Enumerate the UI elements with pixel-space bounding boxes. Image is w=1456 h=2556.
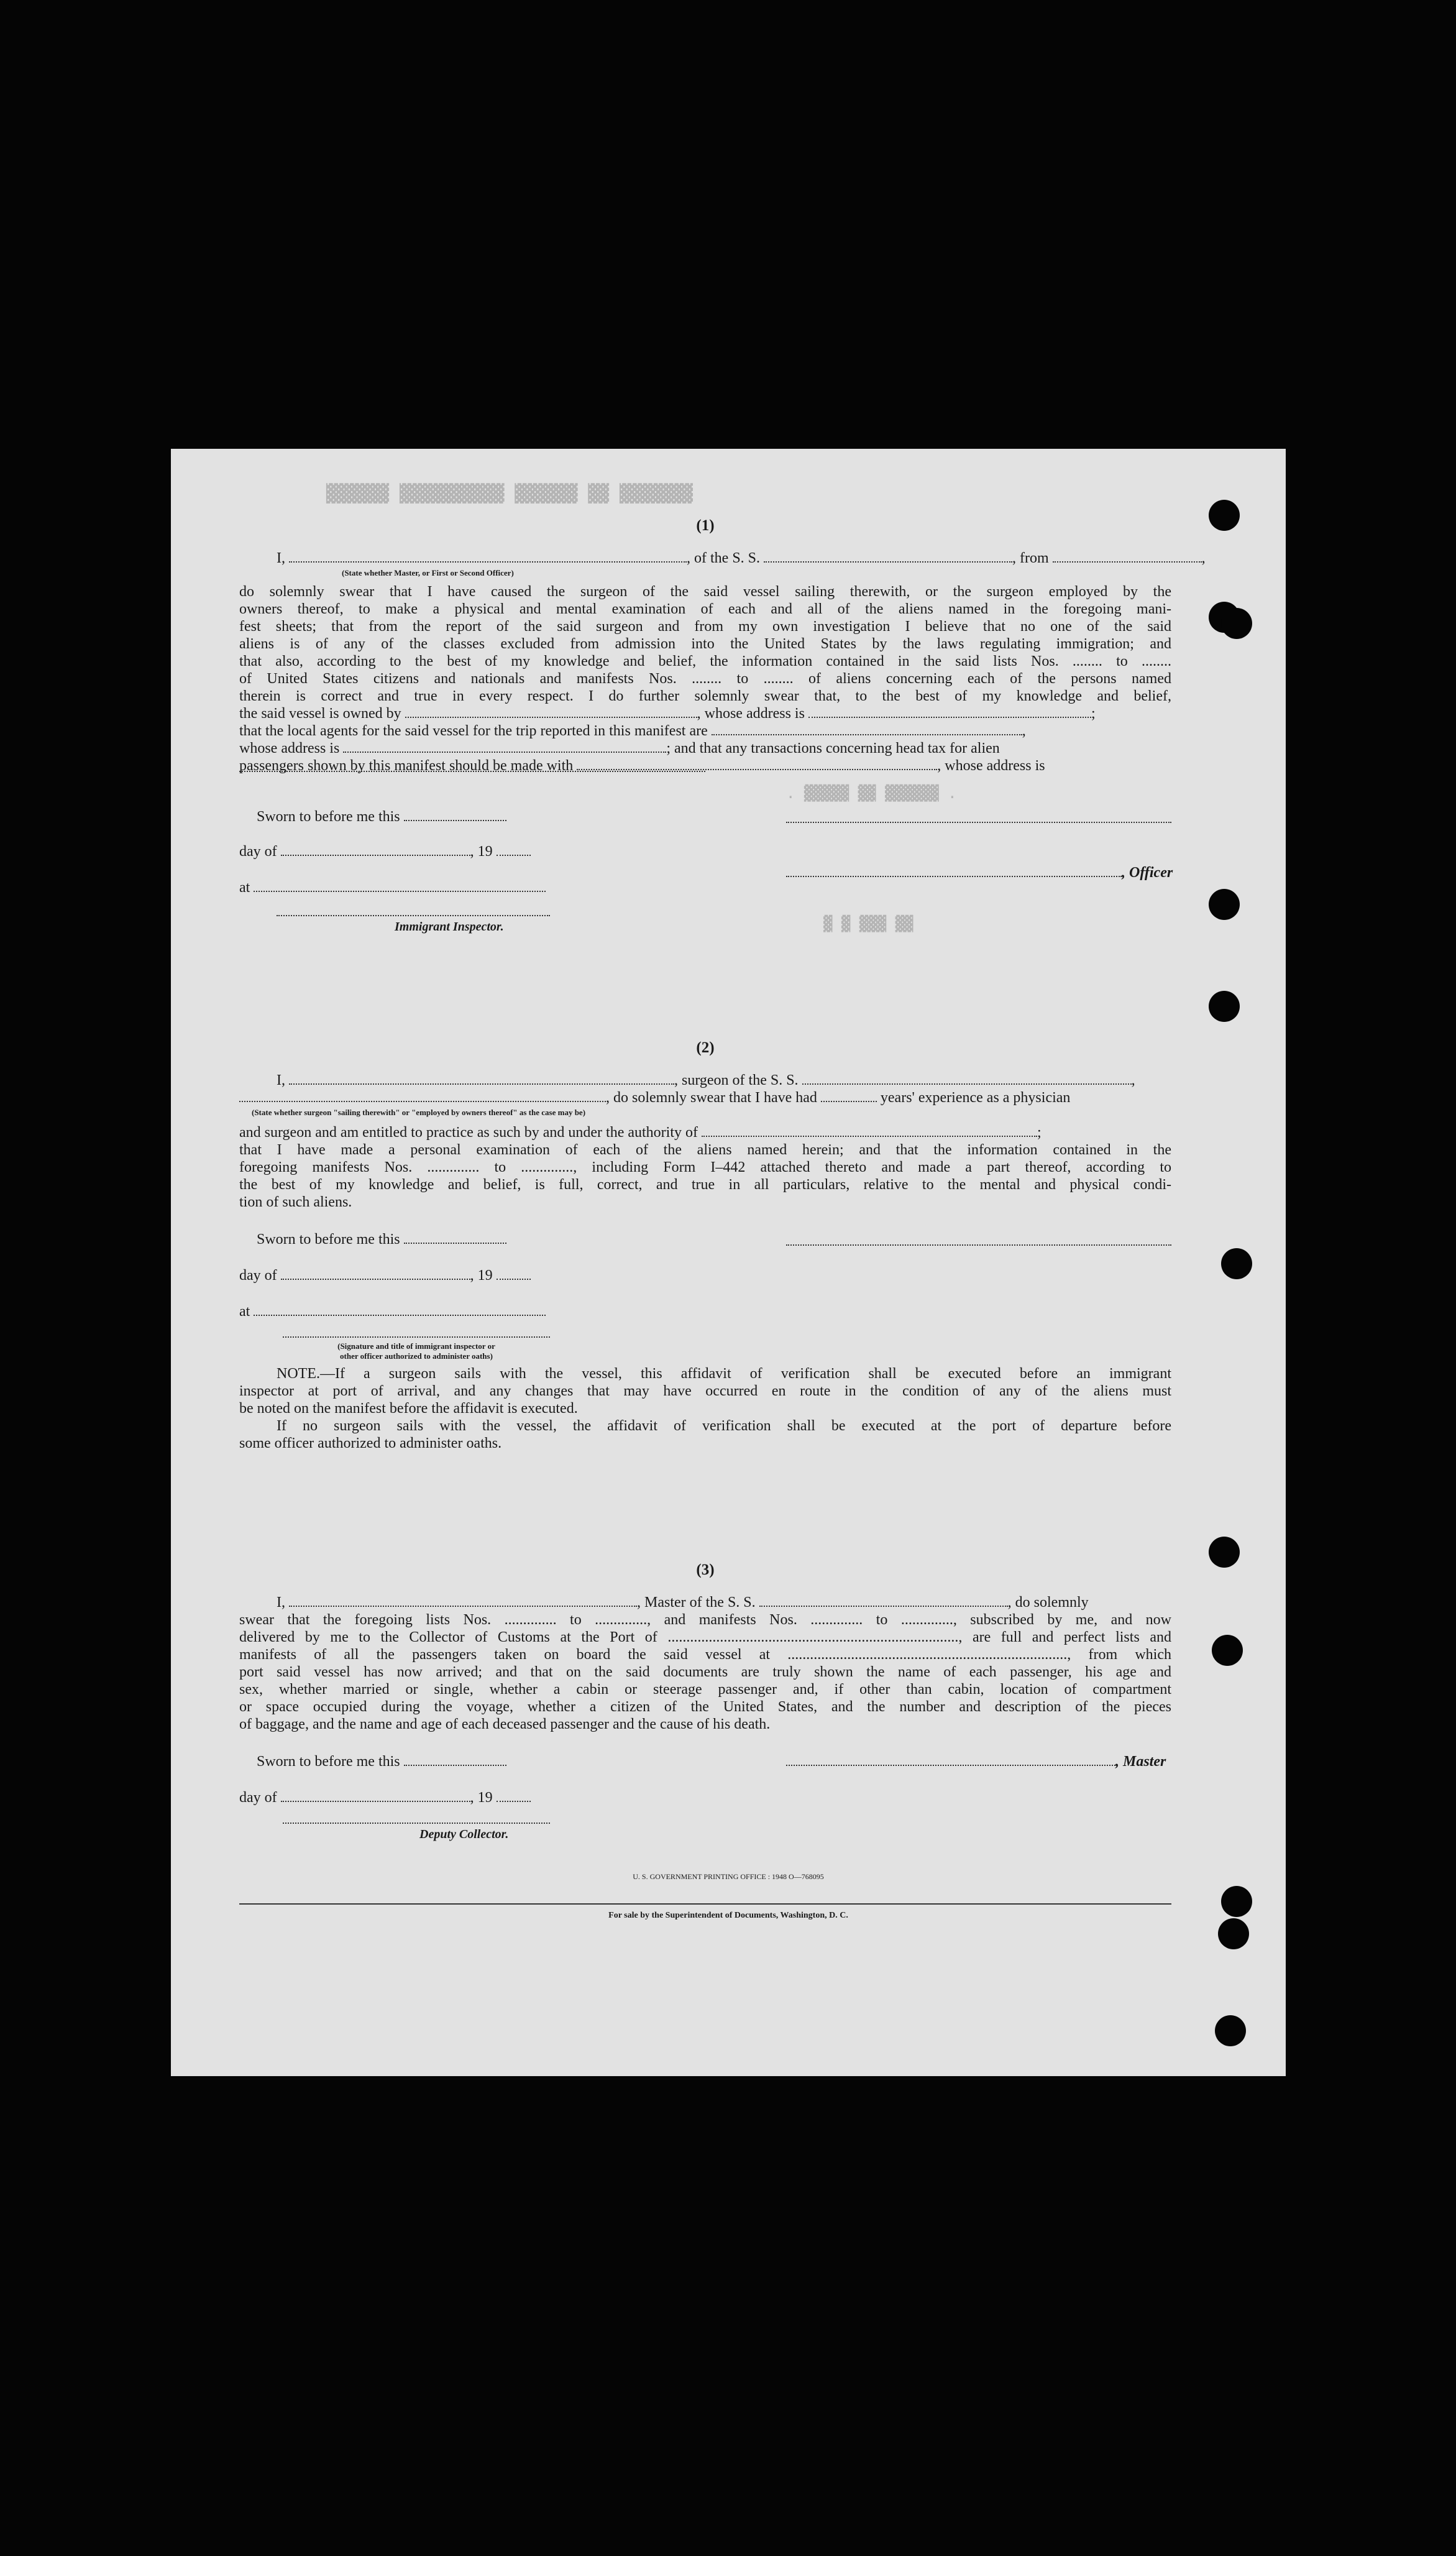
collector-caption: Deputy Collector. <box>419 1827 509 1841</box>
section-master-delivery-oath: (3) I, , Master of the S. S. , do solemnly swear that the foregoing lists Nos. .............. to .............., and manifests Nos. .............. to .............., subscribed by me, and now delivered by me to the Collector of Customs at the Port of .............................................................................., are full and perfect lists and manifests of all the passengers taken on board the said vessel at ..........................................................................., from which port said vessel has now arrived; and that on the said documents are truly shown the name of each passenger, his age and sex, whether married or single, whether a cabin or steerage passenger and, if other than cabin, location of compartment or space occupied during the voyage, whether a citizen of the United States, and the number and description of the pieces of baggage, and the name and age of each deceased passenger and the cause of his death. Sworn to before me this , Master day of , 19 Deputy Collector. <box>239 1561 1171 1841</box>
agents-blank[interactable] <box>712 723 1022 735</box>
month-blank[interactable] <box>281 844 470 856</box>
sworn-line: Sworn to before me this <box>239 808 612 825</box>
section-number: (2) <box>696 1039 715 1056</box>
year-blank[interactable] <box>497 844 531 856</box>
manifest-form-page <box>171 449 1286 2076</box>
port-from-blank[interactable] <box>1053 550 1202 563</box>
punch-hole <box>1209 1537 1240 1568</box>
owned-by-line: the said vessel is owned by , whose address is ; <box>239 706 1096 722</box>
place-blank[interactable] <box>254 880 546 892</box>
month-blank[interactable] <box>281 1267 470 1280</box>
authority-line: and surgeon and am entitled to practice as such by and under the authority of ; <box>239 1124 1042 1141</box>
sworn-date-blank[interactable] <box>404 1231 506 1244</box>
officer-signature-blank[interactable] <box>786 865 1122 877</box>
day-of-line: day of , 19 <box>239 1789 612 1806</box>
section-master-oath: (1) I, , of the S. S. , from , (State whether Master, or First or Second Officer) do solemnly swear that I have caused the surgeon of the said vessel sailing therewith, or the surgeon employed by the owners thereof, to make a physical and mental examination of each and all of the aliens named in the foregoing mani- fest sheets; that from the report of the said surgeon and from my own investigation I believe that no one of the said aliens is of any of the classes excluded from admission into the United States by the laws regulating immigration; and that also, according to the best of my knowledge and belief, the information contained in the said lists Nos. ........ to ........ of United States citizens and nationals and manifests Nos. ........ to ........ of aliens concerning each of the persons named therein is correct and true in every respect. I do further solemnly swear that, to the best of my knowledge and belief, the said vessel is owned by , whose address is ; that the local agents for the said vessel for the trip reported in this manifest are , whose address is ; and that any transactions concerning head tax for alien passengers shown by this manifest should be made with , whose address is Sworn to before me this day of , 19 , Officer at Immigrant Inspector. . ▓▓▓▓▓ ▓▓ ▓▓▓▓▓▓ . ▓ ▓ ▓▓▓ ▓▓ <box>239 517 1206 934</box>
surgeon-line-1: I, , surgeon of the S. S. , <box>277 1072 1135 1088</box>
sworn-date-blank[interactable] <box>404 809 506 821</box>
section-number: (1) <box>696 517 715 534</box>
section-surgeon-oath: (2) I, , surgeon of the S. S. , , do solemnly swear that I have had years' experience as a physician (State whether surgeon "sailing therewith" or "employed by owners thereof" as the case may be) and surgeon and am entitled to practice as such by and under the authority of ; that I have made a personal examination of each of the aliens named herein; and that the information contained in the foregoing manifests Nos. .............. to .............., including Form I–442 attached thereto and made a part thereof, according to the best of my knowledge and belief, is full, correct, and true in all particulars, relative to the mental and physical condi- tion of such aliens. Sworn to before me this day of , 19 at (Signature and title of immigrant inspector or other officer authorized to administer oaths) NOTE.—If a surgeon sails with the vessel, this affidavit of verification shall be executed before an immigrant inspector at port of arrival, and any changes that may have occurred en route in the condition of any of the aliens must be noted on the manifest before the affidavit is executed. If no surgeon sails with the vessel, the affidavit of verification shall be executed at the port of departure before some officer authorized to administer oaths. <box>239 1039 1171 1451</box>
officer-signature-line-upper[interactable] <box>786 822 1171 823</box>
master-signature-line: , Master <box>786 1753 1171 1770</box>
administrator-signature-line[interactable] <box>283 1336 550 1338</box>
head-tax-line: passengers shown by this manifest should be made with , whose address is <box>239 758 1045 774</box>
year-blank[interactable] <box>497 1267 531 1280</box>
sworn-line: Sworn to before me this <box>239 1753 612 1770</box>
punch-hole <box>1209 889 1240 920</box>
sale-imprint: For sale by the Superintendent of Documents, Washington, D. C. <box>608 1911 848 1920</box>
punch-hole <box>1221 1248 1252 1279</box>
master-name-blank[interactable] <box>289 1594 637 1607</box>
month-blank[interactable] <box>281 1790 470 1802</box>
at-line: at <box>239 879 612 896</box>
day-of-line: day of , 19 <box>239 1267 612 1284</box>
place-blank[interactable] <box>254 1303 546 1316</box>
surgeon-ship-blank[interactable] <box>802 1072 1132 1085</box>
punch-hole <box>1209 991 1240 1022</box>
footer-rule <box>239 1903 1171 1905</box>
signature-note: (Signature and title of immigrant inspector or other officer authorized to administer oaths) <box>337 1341 495 1361</box>
punch-hole <box>1209 500 1240 531</box>
punch-hole <box>1218 1918 1249 1949</box>
owner-blank[interactable] <box>405 706 697 718</box>
authority-blank[interactable] <box>702 1124 1037 1137</box>
faint-stamp: . ▓▓▓▓▓ ▓▓ ▓▓▓▓▓▓ . <box>786 784 957 802</box>
inspector-signature-line[interactable] <box>277 915 550 916</box>
oath-line-1: I, , of the S. S. , from , <box>277 550 1206 566</box>
master-ship-blank[interactable] <box>759 1594 1008 1607</box>
name-blank[interactable] <box>289 550 687 563</box>
sworn-line: Sworn to before me this <box>239 1231 612 1248</box>
collector-signature-line[interactable] <box>283 1823 550 1824</box>
owner-address-blank[interactable] <box>808 706 1091 718</box>
surgeon-name-blank[interactable] <box>289 1072 674 1085</box>
agents-address-line: whose address is ; and that any transactions concerning head tax for alien <box>239 740 1000 756</box>
section-number: (3) <box>696 1561 715 1578</box>
bleed-through-text: ▓▓▓▓▓▓▓ ▓▓ ▓▓▓▓▓▓ ▓▓▓▓▓▓▓▓▓▓ ▓▓▓▓▓▓ <box>326 483 694 503</box>
inspector-caption: Immigrant Inspector. <box>395 920 504 934</box>
printing-office-imprint: U. S. GOVERNMENT PRINTING OFFICE : 1948 O—768095 <box>633 1872 824 1881</box>
master-line-1: I, , Master of the S. S. , do solemnly <box>277 1594 1089 1611</box>
ship-name-blank[interactable] <box>764 550 1012 563</box>
surgeon-signature-line[interactable] <box>786 1244 1171 1246</box>
officer-line: , Officer <box>786 864 1171 881</box>
at-line: at <box>239 1303 612 1320</box>
agents-line: that the local agents for the said vessel for the trip reported in this manifest are , <box>239 723 1026 739</box>
sworn-date-blank[interactable] <box>404 1754 506 1766</box>
punch-hole <box>1212 1635 1243 1666</box>
master-signature-blank[interactable] <box>786 1754 1115 1766</box>
surgeon-status-blank[interactable] <box>239 1090 606 1102</box>
faint-stamp: ▓ ▓ ▓▓▓ ▓▓ <box>823 915 913 932</box>
agents-address-blank[interactable] <box>343 740 666 753</box>
surgeon-line-2: , do solemnly swear that I have had years' experience as a physician <box>239 1089 1171 1106</box>
year-blank[interactable] <box>497 1790 531 1802</box>
surgeon-status-note: (State whether surgeon "sailing therewith" or "employed by owners thereof" as the case may be) <box>252 1108 586 1117</box>
punch-hole <box>1215 2015 1246 2046</box>
head-tax-party-blank[interactable] <box>577 758 937 770</box>
rank-note: (State whether Master, or First or Second Officer) <box>342 568 514 577</box>
head-tax-address-blank[interactable] <box>239 771 705 772</box>
years-blank[interactable] <box>821 1090 877 1102</box>
punch-hole <box>1221 1886 1252 1917</box>
day-of-line: day of , 19 <box>239 843 612 860</box>
punch-hole <box>1221 608 1252 639</box>
